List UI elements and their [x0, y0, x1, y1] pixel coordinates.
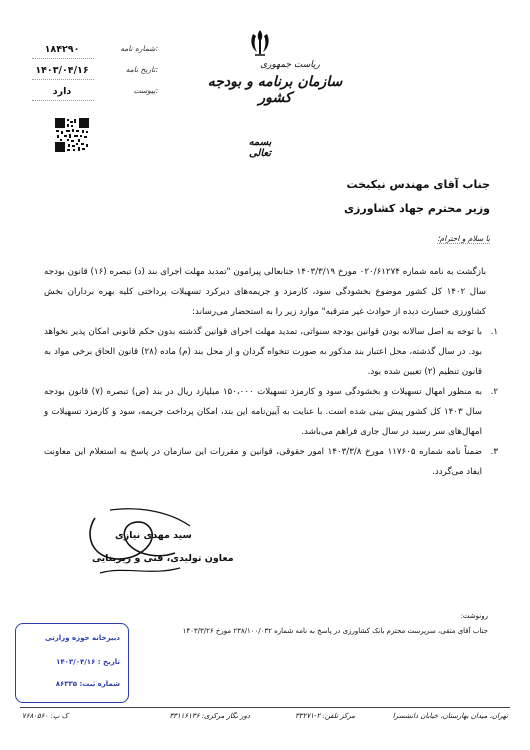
- list-item: [44, 322, 496, 382]
- copy-label: رونوشت:: [460, 612, 488, 620]
- attachment-row: [30, 86, 158, 102]
- list-item-number: ۱.: [490, 327, 498, 337]
- attachment-label: پیوست:: [133, 86, 158, 95]
- list-item: [44, 382, 496, 442]
- attachment-value: دارد: [52, 86, 72, 97]
- signatory-name: سید مهدی نیازی: [115, 530, 192, 541]
- addressee-title: وزیر محترم جهاد کشاورزی: [343, 202, 490, 215]
- presidency-heading: ریاست جمهوری: [260, 60, 320, 70]
- qr-code-icon: [55, 118, 89, 152]
- stamp-title: دبیرخانه حوزه وزارتی: [45, 634, 120, 642]
- list-item: [44, 442, 496, 482]
- iran-emblem-icon: [248, 28, 272, 58]
- stamp-date: تاریخ : ۱۴۰۳/۰۴/۱۶: [56, 658, 120, 666]
- footer-phone: مرکز تلفن: ۲-۳۳۲۷۱: [295, 712, 355, 720]
- greeting: با سلام و احترام؛: [437, 234, 490, 243]
- stamp-registration-number: شماره ثبت: ۸۶۳۳۵: [55, 680, 120, 688]
- footer-divider: [20, 707, 510, 708]
- footer-fax: دور نگار مرکزی: ۳۳۱۱۶۱۳۶: [169, 712, 250, 720]
- footer-address: تهران، میدان بهارستان، خیابان دانشسرا: [392, 712, 508, 720]
- list-item-text: با توجه به اصل سالانه بودن قوانین بودجه سنواتی، تمدید مهلت اجرای قوانین گذشته بدون حکم قانونی امکان پذیر نخواهد بود. در سال گذشته، محل اعتبار بند مذکور به صورت تنخواه گردان و از محل بند (م) ماده (۲۸) قانون الحاق برخی مواد به قانون تنظیم (۲) تعیین شده بود.: [44, 327, 482, 377]
- list-item-number: ۳.: [490, 447, 498, 457]
- divider: [32, 58, 94, 59]
- copy-text: جناب آقای متقی، سرپرست محترم بانک کشاورزی در پاسخ به نامه شماره ۲۳۸/۱۰۰/۰۳۲ مورخ ۱۴۰۳/۳/۲۶: [182, 627, 488, 635]
- footer-postal-code: ک پ: ۷۶۸۰۵۶۰: [22, 712, 68, 720]
- letter-number-value: ۱۸۴۲۹۰: [44, 44, 80, 55]
- letter-number-label: شماره نامه:: [120, 44, 158, 53]
- list-item-text: به منظور امهال تسهیلات و بخشودگی سود و کارمزد تسهیلات ۱۵۰،۰۰۰ میلیارد ریال در بند (ض) تبصره (۷) قانون بودجه سال ۱۴۰۳ کل کشور پیش بینی شده است. با عنایت به آیین‌نامه این بند، امکان پرداخت جریمه، سود و کارمزد تسهیلات و امهال‌های سر رسید در سال جاری فراهم می‌باشد.: [44, 387, 482, 437]
- secretariat-stamp: [15, 623, 129, 703]
- bismillah: بسمه تعالی: [248, 137, 272, 159]
- organization-name: سازمان برنامه و بودجه کشور: [207, 74, 343, 106]
- letter-date-label: تاریخ نامه:: [125, 65, 158, 74]
- list-item-number: ۲.: [490, 387, 498, 397]
- letter-date-row: [30, 65, 158, 81]
- list-item-text: ضمناً نامه شماره ۱۱۷۶۰۵ مورخ ۱۴۰۳/۳/۸ امور حقوقی، قوانین و مقررات این سازمان در پاسخ به استعلام این معاونت ایفاد می‌گردد.: [44, 447, 483, 477]
- divider: [32, 100, 94, 101]
- signatory-title: معاون تولیدی، فنی و زیربنایی: [92, 553, 234, 564]
- letter-number-row: [30, 44, 158, 60]
- addressee-name: جناب آقای مهندس نیکبخت: [346, 178, 490, 191]
- intro-paragraph: بازگشت به نامه شماره ۰۲۰/۶۱۲۷۴ مورخ ۱۴۰۳/۳/۱۹ جنابعالی پیرامون "تمدید مهلت اجرای بند (د) تبصره (۱۶) قانون بودجه سال ۱۴۰۲ کل کشور موضوع بخشودگی سود، کارمزد و جریمه‌های دیرکرد تسهیلات پرداختی کلیه بهره برداران بخش کشاورزی خسارت دیده از حوادث غیر مترقبه" موارد زیر را به استحضار می‌رساند:: [44, 267, 487, 317]
- handwritten-signature: [80, 498, 200, 588]
- letter-date-value: ۱۴۰۳/۰۴/۱۶: [35, 65, 89, 76]
- divider: [32, 79, 94, 80]
